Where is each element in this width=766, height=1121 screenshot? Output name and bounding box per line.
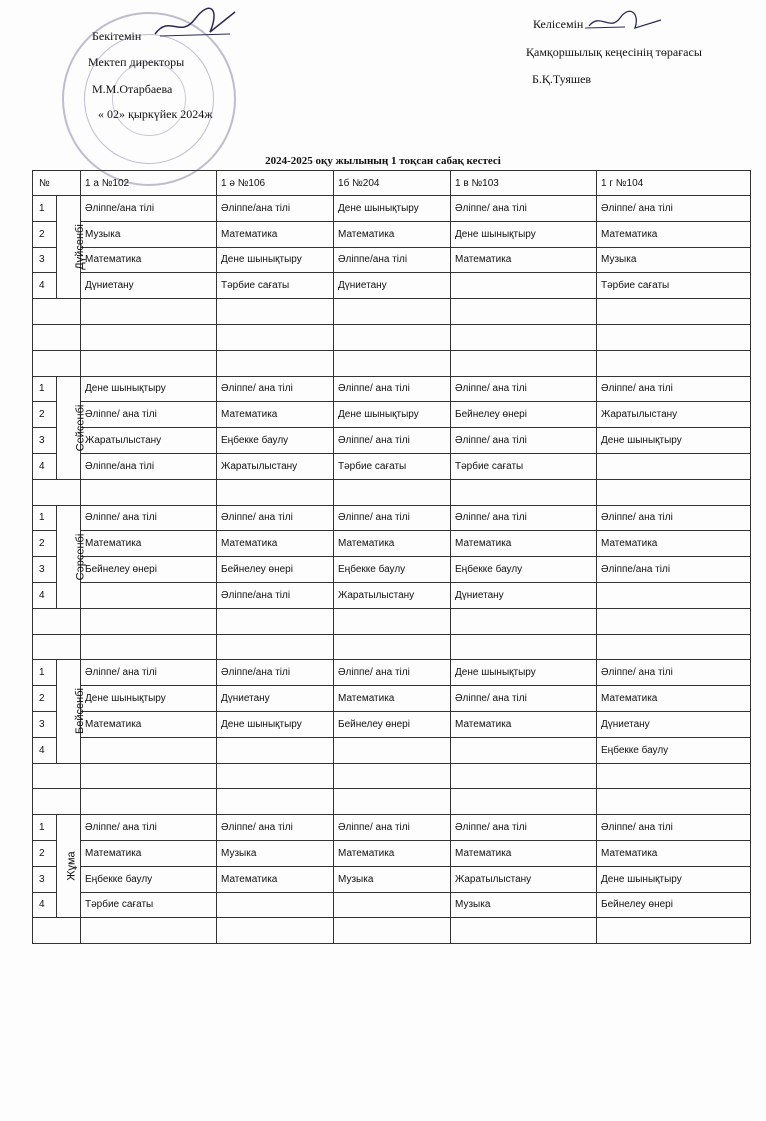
subject-cell: Әліппе/ ана тілі	[334, 376, 451, 402]
blank-cell	[597, 634, 751, 660]
lesson-number: 4	[33, 892, 57, 918]
subject-cell: Еңбекке баулу	[451, 557, 597, 583]
subject-cell: Математика	[81, 711, 217, 737]
subject-cell: Математика	[217, 402, 334, 428]
schedule-title: 2024-2025 оқу жылының 1 тоқсан сабақ кестесі	[265, 155, 501, 167]
subject-cell: Әліппе/ ана тілі	[451, 686, 597, 712]
agree-label: Келісемін	[533, 17, 584, 31]
subject-cell: Еңбекке баулу	[81, 866, 217, 892]
subject-cell: Әліппе/ ана тілі	[334, 660, 451, 686]
subject-cell: Әліппе/ана тілі	[597, 557, 751, 583]
blank-cell	[33, 299, 81, 325]
subject-cell: Математика	[334, 531, 451, 557]
subject-cell: Математика	[334, 686, 451, 712]
blank-cell	[81, 634, 217, 660]
blank-cell	[451, 608, 597, 634]
lesson-number: 2	[33, 221, 57, 247]
blank-cell	[33, 789, 81, 815]
blank-cell	[451, 763, 597, 789]
lesson-row	[33, 196, 751, 222]
blank-cell	[334, 918, 451, 944]
lesson-row	[33, 428, 751, 454]
blank-row	[33, 789, 751, 815]
subject-cell: Бейнелеу өнері	[217, 557, 334, 583]
subject-cell	[217, 892, 334, 918]
subject-cell: Тәрбие сағаты	[334, 453, 451, 479]
agree-role: Қамқоршылық кеңесінің төрағасы	[526, 45, 702, 59]
day-label	[57, 376, 87, 479]
subject-cell: Математика	[81, 247, 217, 273]
subject-cell	[451, 273, 597, 299]
blank-cell	[81, 789, 217, 815]
subject-cell: Әліппе/ ана тілі	[334, 428, 451, 454]
lesson-row	[33, 660, 751, 686]
lesson-number: 1	[33, 660, 57, 686]
subject-cell: Дүниетану	[334, 273, 451, 299]
subject-cell: Әліппе/ ана тілі	[451, 815, 597, 841]
class-header: 1б №204	[334, 171, 451, 196]
subject-cell: Математика	[597, 840, 751, 866]
subject-cell	[451, 737, 597, 763]
blank-cell	[334, 634, 451, 660]
blank-cell	[217, 350, 334, 376]
blank-cell	[81, 479, 217, 505]
day-name: Дүйсенбі	[73, 224, 86, 270]
subject-cell: Музыка	[334, 866, 451, 892]
blank-cell	[334, 479, 451, 505]
blank-cell	[597, 350, 751, 376]
blank-cell	[451, 918, 597, 944]
blank-cell	[217, 324, 334, 350]
lesson-number: 1	[33, 815, 57, 841]
subject-cell: Математика	[334, 840, 451, 866]
day-name: Жұма	[65, 851, 78, 881]
lesson-number: 2	[33, 402, 57, 428]
blank-row	[33, 479, 751, 505]
blank-cell	[334, 789, 451, 815]
subject-cell: Математика	[451, 840, 597, 866]
lesson-row	[33, 376, 751, 402]
subject-cell: Дене шынықтыру	[217, 247, 334, 273]
blank-row	[33, 763, 751, 789]
blank-row	[33, 918, 751, 944]
num-header: №	[33, 171, 81, 196]
subject-cell: Дене шынықтыру	[451, 221, 597, 247]
subject-cell: Жаратылыстану	[597, 402, 751, 428]
blank-cell	[597, 763, 751, 789]
blank-row	[33, 299, 751, 325]
header-row	[33, 171, 751, 196]
subject-cell: Тәрбие сағаты	[597, 273, 751, 299]
class-header: 1 а №102	[81, 171, 217, 196]
approve-label: Бекітемін	[92, 29, 142, 43]
subject-cell: Еңбекке баулу	[217, 428, 334, 454]
subject-cell: Еңбекке баулу	[597, 737, 751, 763]
class-header: 1 ә №106	[217, 171, 334, 196]
subject-cell	[334, 737, 451, 763]
lesson-number: 2	[33, 840, 57, 866]
class-header: 1 в №103	[451, 171, 597, 196]
subject-cell: Дүниетану	[81, 273, 217, 299]
blank-cell	[334, 350, 451, 376]
subject-cell: Математика	[217, 531, 334, 557]
agree-name: Б.Қ.Туяшев	[532, 72, 592, 86]
subject-cell: Еңбекке баулу	[334, 557, 451, 583]
subject-cell: Бейнелеу өнері	[81, 557, 217, 583]
subject-cell: Әліппе/ ана тілі	[334, 505, 451, 531]
class-header: 1 г №104	[597, 171, 751, 196]
blank-cell	[81, 350, 217, 376]
blank-cell	[217, 299, 334, 325]
blank-cell	[81, 763, 217, 789]
subject-cell: Математика	[451, 711, 597, 737]
blank-cell	[217, 763, 334, 789]
subject-cell: Әліппе/ ана тілі	[81, 660, 217, 686]
blank-cell	[81, 299, 217, 325]
subject-cell: Жаратылыстану	[451, 866, 597, 892]
blank-cell	[597, 918, 751, 944]
lesson-number: 3	[33, 247, 57, 273]
day-label	[57, 196, 86, 299]
subject-cell: Математика	[451, 247, 597, 273]
blank-cell	[597, 299, 751, 325]
blank-cell	[451, 789, 597, 815]
blank-cell	[33, 350, 81, 376]
lesson-row	[33, 892, 751, 918]
lesson-row	[33, 866, 751, 892]
subject-cell: Дүниетану	[597, 711, 751, 737]
blank-cell	[33, 608, 81, 634]
subject-cell	[597, 453, 751, 479]
subject-cell: Дене шынықтыру	[334, 196, 451, 222]
subject-cell: Әліппе/ ана тілі	[597, 660, 751, 686]
blank-row	[33, 324, 751, 350]
subject-cell	[81, 737, 217, 763]
subject-cell: Әліппе/ ана тілі	[81, 815, 217, 841]
lesson-number: 3	[33, 428, 57, 454]
lesson-row	[33, 505, 751, 531]
blank-cell	[451, 299, 597, 325]
blank-cell	[597, 608, 751, 634]
subject-cell: Бейнелеу өнері	[451, 402, 597, 428]
lesson-row	[33, 815, 751, 841]
lesson-row	[33, 453, 751, 479]
subject-cell: Әліппе/ана тілі	[81, 453, 217, 479]
subject-cell: Әліппе/ана тілі	[81, 196, 217, 222]
lesson-number: 4	[33, 737, 57, 763]
blank-cell	[33, 634, 81, 660]
subject-cell: Дене шынықтыру	[81, 686, 217, 712]
subject-cell: Музыка	[597, 247, 751, 273]
subject-cell: Әліппе/ ана тілі	[451, 196, 597, 222]
blank-row	[33, 608, 751, 634]
lesson-row	[33, 531, 751, 557]
blank-cell	[217, 634, 334, 660]
lesson-number: 3	[33, 711, 57, 737]
subject-cell: Дене шынықтыру	[597, 428, 751, 454]
blank-cell	[597, 479, 751, 505]
subject-cell: Дүниетану	[451, 582, 597, 608]
blank-cell	[81, 918, 217, 944]
blank-cell	[597, 789, 751, 815]
day-label	[57, 660, 86, 763]
subject-cell: Әліппе/ана тілі	[334, 247, 451, 273]
blank-cell	[334, 763, 451, 789]
blank-cell	[217, 479, 334, 505]
blank-cell	[81, 324, 217, 350]
subject-cell: Тәрбие сағаты	[217, 273, 334, 299]
subject-cell: Әліппе/ ана тілі	[81, 505, 217, 531]
lesson-row	[33, 247, 751, 273]
subject-cell: Әліппе/ ана тілі	[597, 505, 751, 531]
day-name: Сейсенбі	[74, 404, 87, 451]
subject-cell: Бейнелеу өнері	[597, 892, 751, 918]
blank-cell	[33, 763, 81, 789]
blank-row	[33, 634, 751, 660]
lesson-row	[33, 273, 751, 299]
lesson-number: 2	[33, 686, 57, 712]
subject-cell	[334, 892, 451, 918]
subject-cell: Дене шынықтыру	[81, 376, 217, 402]
blank-cell	[217, 918, 334, 944]
subject-cell: Әліппе/ ана тілі	[217, 505, 334, 531]
day-label	[57, 815, 81, 918]
blank-cell	[451, 634, 597, 660]
subject-cell	[597, 582, 751, 608]
subject-cell: Әліппе/ ана тілі	[451, 505, 597, 531]
subject-cell: Математика	[597, 531, 751, 557]
subject-cell: Дене шынықтыру	[334, 402, 451, 428]
subject-cell: Әліппе/ана тілі	[217, 196, 334, 222]
lesson-number: 4	[33, 273, 57, 299]
day-name: Бейсенбі	[73, 688, 86, 735]
director-signature	[150, 4, 240, 44]
subject-cell: Математика	[81, 840, 217, 866]
blank-cell	[33, 918, 81, 944]
approve-role: Мектеп директоры	[88, 55, 185, 69]
blank-cell	[334, 299, 451, 325]
blank-cell	[334, 608, 451, 634]
subject-cell: Жаратылыстану	[334, 582, 451, 608]
lesson-number: 1	[33, 376, 57, 402]
subject-cell: Музыка	[217, 840, 334, 866]
subject-cell: Математика	[597, 686, 751, 712]
subject-cell: Әліппе/ ана тілі	[81, 402, 217, 428]
schedule-table	[32, 170, 751, 944]
lesson-number: 4	[33, 453, 57, 479]
subject-cell: Әліппе/ ана тілі	[217, 376, 334, 402]
blank-cell	[451, 479, 597, 505]
blank-cell	[597, 324, 751, 350]
blank-cell	[334, 324, 451, 350]
lesson-row	[33, 686, 751, 712]
subject-cell: Әліппе/ ана тілі	[597, 196, 751, 222]
subject-cell: Әліппе/ ана тілі	[217, 815, 334, 841]
subject-cell: Музыка	[451, 892, 597, 918]
subject-cell: Әліппе/ ана тілі	[597, 815, 751, 841]
blank-cell	[81, 608, 217, 634]
lesson-number: 2	[33, 531, 57, 557]
lesson-row	[33, 221, 751, 247]
subject-cell: Жаратылыстану	[81, 428, 217, 454]
subject-cell: Әліппе/ ана тілі	[451, 428, 597, 454]
approve-name: М.М.Отарбаева	[92, 82, 173, 96]
lesson-row	[33, 557, 751, 583]
day-label	[57, 505, 87, 608]
subject-cell: Әліппе/ ана тілі	[451, 376, 597, 402]
subject-cell: Дене шынықтыру	[451, 660, 597, 686]
subject-cell: Математика	[217, 221, 334, 247]
lesson-number: 3	[33, 557, 57, 583]
subject-cell: Әліппе/ ана тілі	[597, 376, 751, 402]
subject-cell: Математика	[334, 221, 451, 247]
subject-cell: Дене шынықтыру	[597, 866, 751, 892]
blank-row	[33, 350, 751, 376]
subject-cell: Дене шынықтыру	[217, 711, 334, 737]
blank-cell	[33, 324, 81, 350]
subject-cell: Бейнелеу өнері	[334, 711, 451, 737]
subject-cell	[81, 582, 217, 608]
blank-cell	[33, 479, 81, 505]
subject-cell: Әліппе/ана тілі	[217, 582, 334, 608]
day-name: Сәрсенбі	[74, 533, 87, 580]
subject-cell: Математика	[81, 531, 217, 557]
subject-cell: Математика	[597, 221, 751, 247]
lesson-row	[33, 840, 751, 866]
blank-cell	[217, 789, 334, 815]
subject-cell: Дүниетану	[217, 686, 334, 712]
lesson-number: 4	[33, 582, 57, 608]
subject-cell: Әліппе/ана тілі	[217, 660, 334, 686]
lesson-row	[33, 402, 751, 428]
council-signature	[585, 8, 665, 36]
subject-cell: Математика	[217, 866, 334, 892]
blank-cell	[217, 608, 334, 634]
lesson-row	[33, 582, 751, 608]
lesson-number: 1	[33, 196, 57, 222]
blank-cell	[451, 350, 597, 376]
subject-cell: Математика	[451, 531, 597, 557]
subject-cell: Тәрбие сағаты	[451, 453, 597, 479]
subject-cell	[217, 737, 334, 763]
lesson-row	[33, 711, 751, 737]
lesson-row	[33, 737, 751, 763]
subject-cell: Музыка	[81, 221, 217, 247]
subject-cell: Әліппе/ ана тілі	[334, 815, 451, 841]
lesson-number: 1	[33, 505, 57, 531]
blank-cell	[451, 324, 597, 350]
subject-cell: Жаратылыстану	[217, 453, 334, 479]
approve-date: « 02» қыркүйек 2024ж	[98, 107, 213, 121]
subject-cell: Тәрбие сағаты	[81, 892, 217, 918]
lesson-number: 3	[33, 866, 57, 892]
